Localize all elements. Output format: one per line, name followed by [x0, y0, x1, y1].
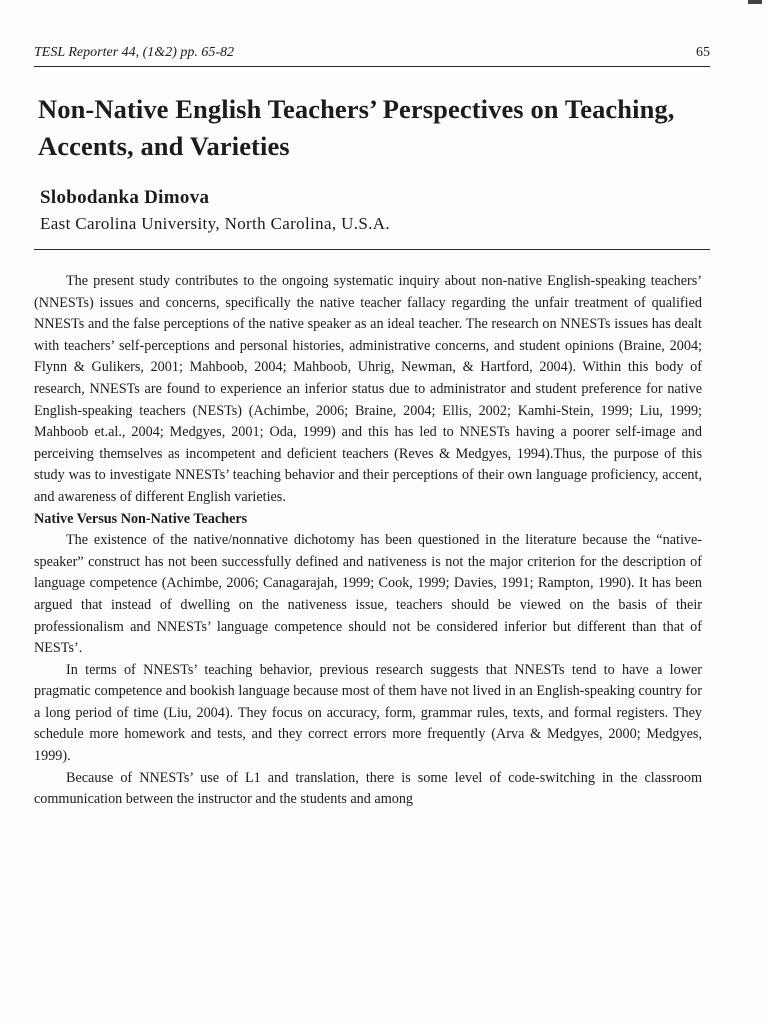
body-paragraph: In terms of NNESTs’ teaching behavior, previous research suggests that NNESTs tend to have a lower pragmatic competence and bookish language because most of them have not lived in an English-speaking country for a long period of time (Liu, 2004). They focus on accuracy, form, grammar rules, texts, and formal registers. They schedule more homework and tests, and they correct errors more frequently (Arva & Medgyes, 2000; Medgyes, 1999).: [34, 661, 702, 765]
title-rule: [34, 249, 710, 250]
author-affiliation: East Carolina University, North Carolina, U.S.A.: [40, 214, 390, 233]
body-paragraph: The existence of the native/nonnative dichotomy has been questioned in the literature because the “native-speaker” construct has not been successfully defined and nativeness is not the major criterion for the description of language competence (Achimbe, 2006; Canagarajah, 1999; Cook, 1999; Davies, 1991; Rampton, 1990). It has been argued that instead of dwelling on the nativeness issue, teachers should be viewed on the basis of their professionalism and NNESTs’ language competence should not be considered inferior but different than that of NESTs’.: [34, 532, 702, 657]
article-title: Non-Native English Teachers’ Perspectives on Teaching, Accents, and Varieties: [38, 94, 675, 161]
journal-citation: TESL Reporter 44, (1&2) pp. 65-82: [34, 45, 235, 60]
author-name: Slobodanka Dimova: [40, 187, 210, 208]
body-paragraph: Because of NNESTs’ use of L1 and translation, there is some level of code-switching in the classroom communication between the instructor and the students and among: [34, 769, 702, 808]
page-number: 65: [696, 45, 710, 60]
article-body: [34, 271, 702, 811]
header-rule: [34, 66, 710, 67]
abstract-paragraph: The present study contributes to the ongoing systematic inquiry about non-native English-speaking teachers’ (NNESTs) issues and concerns, specifically the native teacher fallacy regarding the unfair treatment of qualified NNESTs and the false perceptions of the native speaker as an ideal teacher. The research on NNESTs issues has dealt with teachers’ self-perceptions and personal histories, administrative concerns, and student opinions (Braine, 2004; Flynn & Gulikers, 2001; Mahboob, 2004; Mahboob, Uhrig, Newman, & Hartford, 2004). Within this body of research, NNESTs are found to experience an inferior status due to administrator and student preference for native English-speaking teachers (NESTs) (Achimbe, 2006; Braine, 2004; Ellis, 2002; Kamhi-Stein, 1999; Liu, 1999; Mahboob et.al., 2004; Medgyes, 2001; Oda, 1999) and this has led to NNESTs having a poorer self-image and perceiving themselves as incompetent and deficient teachers (Reves & Medgyes, 1994).Thus, the purpose of this study was to investigate NNESTs’ teaching behavior and their perceptions of their own language proficiency, accent, and awareness of different English varieties.: [34, 273, 702, 505]
section-heading: Native Versus Non-Native Teachers: [34, 510, 248, 527]
running-head: [34, 44, 710, 62]
scan-edge-mark: [748, 0, 762, 4]
